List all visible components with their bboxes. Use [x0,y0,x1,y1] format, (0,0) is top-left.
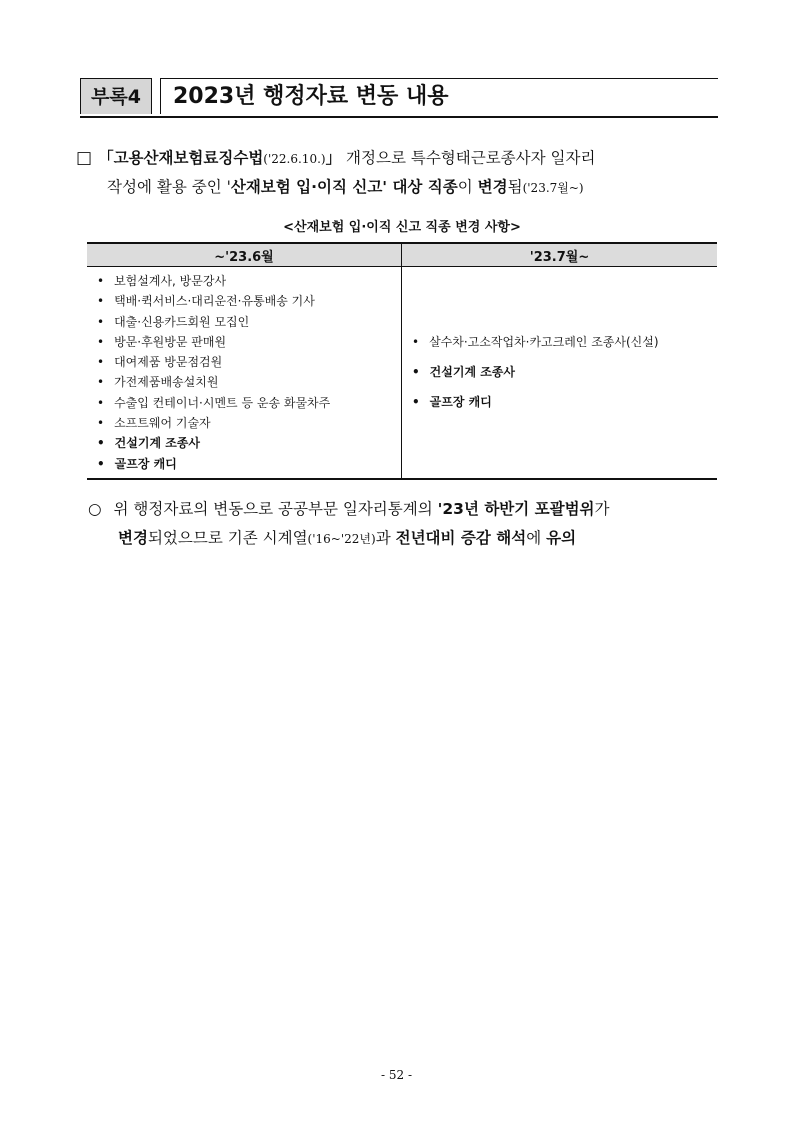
table-header-row [87,243,717,267]
list-item: • 보험설계사, 방문강사 [97,271,393,291]
list-item: • 대여제품 방문점검원 [97,352,393,372]
note-text-1: 위 행정자료의 변동으로 공공부문 일자리통계의 [113,500,438,518]
note-text-2: 가 [594,500,610,518]
list-item: • 골프장 캐디 [412,387,709,417]
changed-emphasis: 변경 [477,178,508,196]
checkbox-square-icon: □ [76,148,93,168]
table-row [87,267,717,479]
appendix-tag: 부록4 [80,78,152,114]
note-changed-emphasis: 변경 [118,529,148,547]
note-scope-emphasis: '23년 하반기 포괄범위 [437,500,595,518]
before-list [97,271,393,474]
column-header-after: '23.7월~ [402,243,718,267]
list-item: • 택배·퀵서비스·대리운전·유통배송 기사 [97,291,393,311]
occupation-change-table [87,242,717,480]
list-item: • 소프트웨어 기술자 [97,413,393,433]
change-date: ('23.7월~) [522,181,584,195]
after-list [412,327,709,417]
main-paragraph-line-1 [76,144,720,173]
appendix-title: 2023년 행정자료 변동 내용 [160,78,718,114]
note-period: ('16~'22년) [307,532,376,546]
circle-bullet-icon: ○ [88,500,102,518]
note-text-4: 과 [375,529,396,547]
note-line-1 [88,495,718,524]
appendix-header [80,78,718,118]
note-text-5: 에 [526,529,547,547]
list-item: • 방문·후원방문 판매원 [97,332,393,352]
before-cell [87,267,402,479]
note-text-3: 되었으므로 기존 시계열 [147,529,308,547]
column-header-before: ~'23.6월 [87,243,402,267]
note-interpretation-emphasis: 전년대비 증감 해석 [395,529,527,547]
main-paragraph-line-2 [76,173,720,202]
list-item: • 건설기계 조종사 [412,357,709,387]
list-item: • 대출·신용카드회원 모집인 [97,312,393,332]
paragraph-text-3: 이 [457,178,478,196]
note-paragraph [88,495,718,554]
list-item: • 골프장 캐디 [97,454,393,474]
law-close-bracket: 」 [325,149,342,167]
main-paragraph [76,144,720,202]
note-line-2 [88,524,718,554]
paragraph-text-4: 됨 [507,178,523,196]
law-name: 「고용산재보험료징수법 [98,149,264,167]
note-caution-emphasis: 유의 [546,529,577,547]
law-date: ('22.6.10.) [263,152,326,166]
list-item: • 가전제품배송설치원 [97,372,393,392]
page-number: - 52 - [380,1068,412,1082]
list-item: • 수출입 컨테이너·시멘트 등 운송 화물차주 [97,393,393,413]
list-item: • 살수차·고소작업차·카고크레인 조종사(신설) [412,327,709,357]
table-caption: <산재보험 입·이직 신고 직종 변경 사항> [283,220,521,235]
target-occupations: 산재보험 입·이직 신고' 대상 직종 [230,178,458,196]
list-item: • 건설기계 조종사 [97,433,393,453]
paragraph-text-2: 작성에 활용 중인 ' [107,178,231,196]
after-cell [402,267,718,479]
paragraph-text-1: 개정으로 특수형태근로종사자 일자리 [341,149,596,167]
